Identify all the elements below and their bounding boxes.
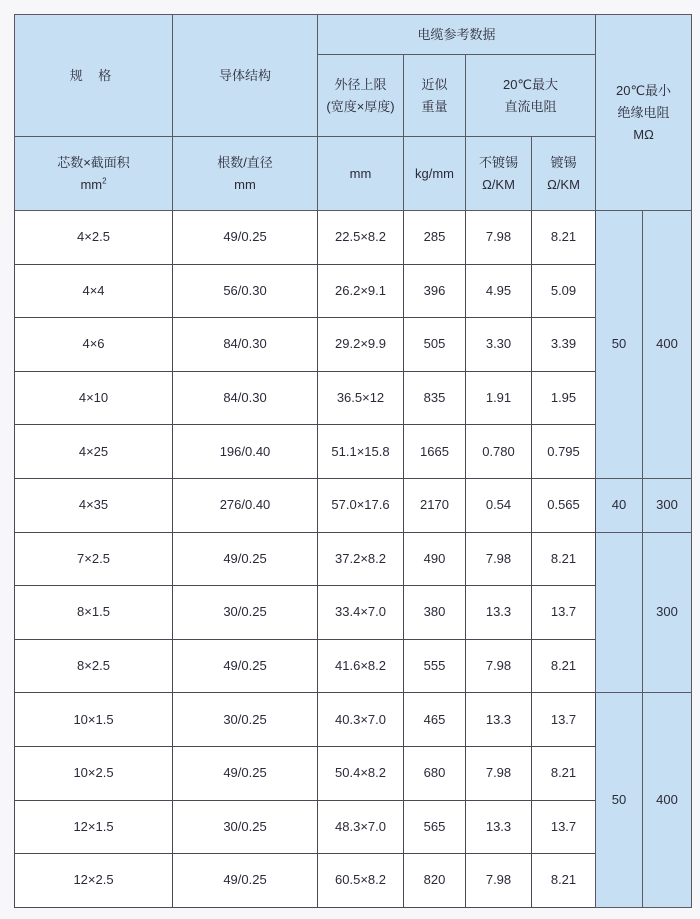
cell-outer: 50.4×8.2 xyxy=(318,746,404,800)
dc-res-line1: 20℃最大 xyxy=(502,76,559,92)
cell-plain: 13.3 xyxy=(466,693,532,747)
cell-plain: 3.30 xyxy=(466,318,532,372)
ins-res-line2: 绝缘电阻 xyxy=(617,104,670,120)
table-row xyxy=(15,854,692,908)
header-roots-diameter xyxy=(173,137,318,211)
cable-spec-table-frame xyxy=(14,14,691,906)
cell-tinned: 8.21 xyxy=(532,532,596,586)
cell-conductor: 49/0.25 xyxy=(173,639,318,693)
ins-group1-b: 400 xyxy=(643,211,692,479)
cell-tinned: 1.95 xyxy=(532,371,596,425)
header-plain-copper xyxy=(466,137,532,211)
cell-plain: 7.98 xyxy=(466,854,532,908)
cell-outer: 57.0×17.6 xyxy=(318,478,404,532)
cell-conductor: 84/0.30 xyxy=(173,371,318,425)
table-row xyxy=(15,800,692,854)
plain-line2: Ω/KM xyxy=(482,176,515,192)
ins-group4-a: 50 xyxy=(596,693,643,907)
table-row xyxy=(15,371,692,425)
header-spec: 规 格 xyxy=(15,15,173,137)
cell-plain: 7.98 xyxy=(466,532,532,586)
cell-spec: 4×4 xyxy=(15,264,173,318)
roots-dia-line2: mm xyxy=(234,176,256,192)
cell-spec: 4×2.5 xyxy=(15,211,173,265)
ins-group2-b: 300 xyxy=(643,478,692,532)
table-row xyxy=(15,532,692,586)
cell-weight: 380 xyxy=(404,586,466,640)
cell-weight: 680 xyxy=(404,746,466,800)
cell-conductor: 56/0.30 xyxy=(173,264,318,318)
cell-weight: 490 xyxy=(404,532,466,586)
cell-tinned: 13.7 xyxy=(532,586,596,640)
cell-outer: 60.5×8.2 xyxy=(318,854,404,908)
table-row xyxy=(15,746,692,800)
cell-weight: 555 xyxy=(404,639,466,693)
cell-weight: 285 xyxy=(404,211,466,265)
table-row xyxy=(15,318,692,372)
ins-group1-a: 50 xyxy=(596,211,643,479)
tinned-line2: Ω/KM xyxy=(547,176,580,192)
weight-line2: 重量 xyxy=(421,98,448,114)
cell-tinned: 13.7 xyxy=(532,800,596,854)
cell-tinned: 8.21 xyxy=(532,639,596,693)
tinned-line1: 镀锡 xyxy=(550,154,577,170)
plain-line1: 不镀锡 xyxy=(478,154,518,170)
cell-tinned: 3.39 xyxy=(532,318,596,372)
header-cable-ref: 电缆参考数据 xyxy=(318,15,596,55)
cell-spec: 4×6 xyxy=(15,318,173,372)
cell-spec: 8×2.5 xyxy=(15,639,173,693)
cell-tinned: 8.21 xyxy=(532,854,596,908)
cell-spec: 12×2.5 xyxy=(15,854,173,908)
table-row xyxy=(15,264,692,318)
cell-weight: 396 xyxy=(404,264,466,318)
cell-spec: 8×1.5 xyxy=(15,586,173,640)
cell-weight: 1665 xyxy=(404,425,466,479)
ins-group4-b: 400 xyxy=(643,693,692,907)
ins-group2-a: 40 xyxy=(596,478,643,532)
table-row xyxy=(15,478,692,532)
header-weight-unit: kg/mm xyxy=(404,137,466,211)
cell-spec: 10×2.5 xyxy=(15,746,173,800)
cell-plain: 13.3 xyxy=(466,586,532,640)
cell-plain: 1.91 xyxy=(466,371,532,425)
cell-outer: 36.5×12 xyxy=(318,371,404,425)
header-outer-diameter xyxy=(318,55,404,137)
cell-conductor: 49/0.25 xyxy=(173,532,318,586)
cell-conductor: 30/0.25 xyxy=(173,693,318,747)
cell-tinned: 5.09 xyxy=(532,264,596,318)
cell-conductor: 49/0.25 xyxy=(173,746,318,800)
header-cores-area xyxy=(15,137,173,211)
table-row xyxy=(15,639,692,693)
header-conductor: 导体结构 xyxy=(173,15,318,137)
dc-res-line2: 直流电阻 xyxy=(504,98,557,114)
table-row xyxy=(15,425,692,479)
table-row xyxy=(15,586,692,640)
cell-outer: 33.4×7.0 xyxy=(318,586,404,640)
cell-outer: 26.2×9.1 xyxy=(318,264,404,318)
table-body xyxy=(15,211,692,908)
cell-weight: 505 xyxy=(404,318,466,372)
ins-res-unit: MΩ xyxy=(633,126,654,142)
cell-outer: 51.1×15.8 xyxy=(318,425,404,479)
weight-line1: 近似 xyxy=(421,76,448,92)
cell-conductor: 30/0.25 xyxy=(173,586,318,640)
cell-outer: 37.2×8.2 xyxy=(318,532,404,586)
header-insulation-resistance xyxy=(596,15,692,211)
ins-group3-a xyxy=(596,532,643,693)
ins-group3-b: 300 xyxy=(643,532,692,693)
cell-spec: 10×1.5 xyxy=(15,693,173,747)
ins-res-line1: 20℃最小 xyxy=(615,82,672,98)
cell-conductor: 276/0.40 xyxy=(173,478,318,532)
cell-conductor: 49/0.25 xyxy=(173,211,318,265)
header-tinned-copper xyxy=(532,137,596,211)
header-dc-resistance xyxy=(466,55,596,137)
cell-plain: 0.780 xyxy=(466,425,532,479)
cell-outer: 22.5×8.2 xyxy=(318,211,404,265)
table-row xyxy=(15,211,692,265)
cell-spec: 4×35 xyxy=(15,478,173,532)
cores-area-line1: 芯数×截面积 xyxy=(57,154,130,170)
cell-spec: 12×1.5 xyxy=(15,800,173,854)
cell-weight: 835 xyxy=(404,371,466,425)
cell-tinned: 8.21 xyxy=(532,211,596,265)
cell-conductor: 196/0.40 xyxy=(173,425,318,479)
cell-tinned: 8.21 xyxy=(532,746,596,800)
cell-outer: 29.2×9.9 xyxy=(318,318,404,372)
cell-tinned: 0.565 xyxy=(532,478,596,532)
cell-plain: 7.98 xyxy=(466,211,532,265)
table-row xyxy=(15,693,692,747)
cell-plain: 13.3 xyxy=(466,800,532,854)
cell-conductor: 30/0.25 xyxy=(173,800,318,854)
cell-plain: 7.98 xyxy=(466,639,532,693)
cell-weight: 2170 xyxy=(404,478,466,532)
roots-dia-line1: 根数/直径 xyxy=(217,154,273,170)
cores-area-line2: $mm^2$ xyxy=(80,176,107,192)
cell-outer: 41.6×8.2 xyxy=(318,639,404,693)
cell-weight: 565 xyxy=(404,800,466,854)
cell-plain: 7.98 xyxy=(466,746,532,800)
cell-conductor: 49/0.25 xyxy=(173,854,318,908)
cell-conductor: 84/0.30 xyxy=(173,318,318,372)
cell-spec: 4×10 xyxy=(15,371,173,425)
header-outer-unit: mm xyxy=(318,137,404,211)
cell-outer: 48.3×7.0 xyxy=(318,800,404,854)
cell-plain: 4.95 xyxy=(466,264,532,318)
cable-spec-table xyxy=(14,14,692,908)
cell-tinned: 13.7 xyxy=(532,693,596,747)
cell-spec: 4×25 xyxy=(15,425,173,479)
cell-spec: 7×2.5 xyxy=(15,532,173,586)
header-weight xyxy=(404,55,466,137)
cell-weight: 820 xyxy=(404,854,466,908)
cell-plain: 0.54 xyxy=(466,478,532,532)
cell-tinned: 0.795 xyxy=(532,425,596,479)
outer-dia-line2: (宽度×厚度) xyxy=(326,98,395,114)
cell-outer: 40.3×7.0 xyxy=(318,693,404,747)
outer-dia-line1: 外径上限 xyxy=(334,76,387,92)
cell-weight: 465 xyxy=(404,693,466,747)
